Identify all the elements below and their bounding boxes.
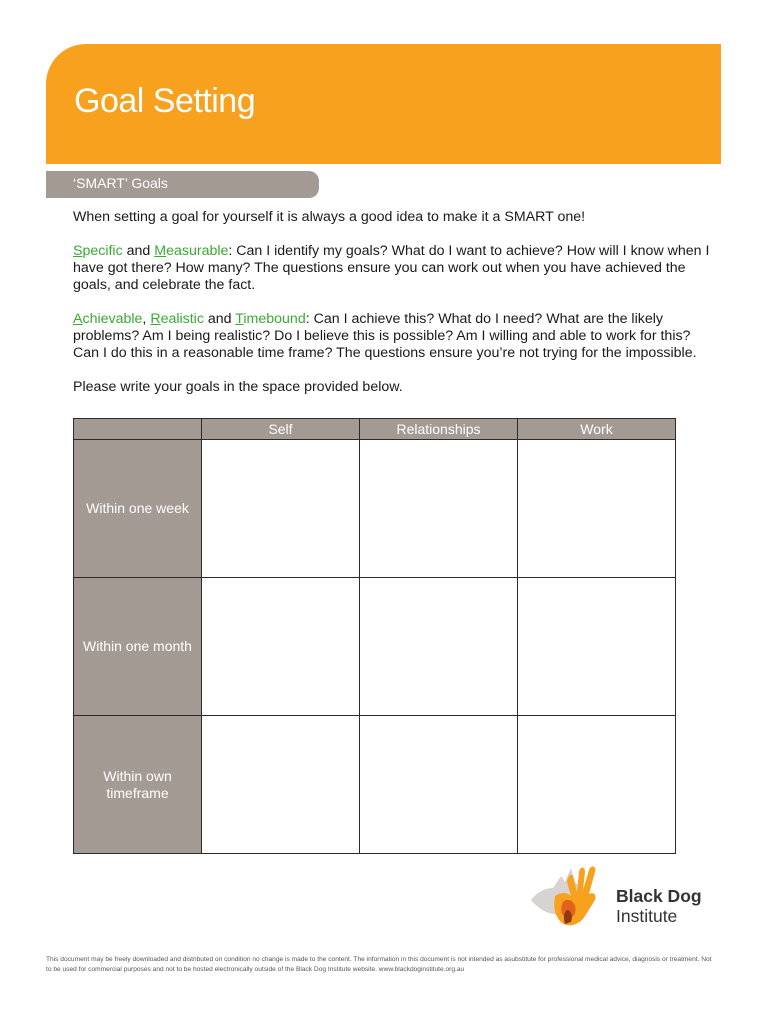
table-row: [74, 440, 676, 578]
keyword-specific: Specific: [73, 243, 123, 259]
column-header-work: Work: [518, 419, 676, 440]
goal-cell-own-work[interactable]: [518, 716, 676, 854]
goal-cell-own-self[interactable]: [202, 716, 360, 854]
goals-table: [73, 418, 676, 854]
section-bar: [46, 171, 319, 198]
goal-cell-month-relationships[interactable]: [360, 578, 518, 716]
keyword-measurable: Measurable: [154, 243, 229, 259]
goal-cell-own-relationships[interactable]: [360, 716, 518, 854]
table-row: [74, 716, 676, 854]
goal-cell-week-relationships[interactable]: [360, 440, 518, 578]
row-header-week: Within one week: [74, 440, 202, 578]
intro-paragraph: When setting a goal for yourself it is always a good idea to make it a SMART one!: [73, 209, 586, 225]
dog-hand-icon: [527, 852, 617, 942]
keyword-timebound: Timebound: [235, 311, 306, 327]
goal-cell-month-work[interactable]: [518, 578, 676, 716]
table-header-row: [74, 419, 676, 440]
logo-line-2: Institute: [616, 906, 678, 926]
column-header-self: Self: [202, 419, 360, 440]
header-banner: [46, 44, 721, 164]
goal-cell-month-self[interactable]: [202, 578, 360, 716]
body-text: [73, 209, 713, 413]
row-header-month: Within one month: [74, 578, 202, 716]
keyword-achievable: Achievable: [73, 311, 143, 327]
goal-cell-week-self[interactable]: [202, 440, 360, 578]
table-corner-cell: [74, 419, 202, 440]
table-row: [74, 578, 676, 716]
logo-line-1: Black Dog: [616, 886, 702, 906]
goal-cell-week-work[interactable]: [518, 440, 676, 578]
logo-text: [616, 886, 702, 926]
instruction-paragraph: Please write your goals in the space provided below.: [73, 379, 403, 395]
specific-measurable-paragraph: Specific and Measurable: Can I identify my goals? What do I want to achieve? How will I know when I have got there? How many? The questions ensure you can work out when you have achieved the goals, and celebrate the fact.: [73, 243, 710, 293]
keyword-realistic: Realistic: [150, 311, 204, 327]
page-title: Goal Setting: [74, 82, 256, 120]
row-header-own-timeframe: Within own timeframe: [74, 716, 202, 854]
column-header-relationships: Relationships: [360, 419, 518, 440]
section-label: ‘SMART’ Goals: [73, 175, 168, 191]
achievable-realistic-timebound-paragraph: Achievable, Realistic and Timebound: Can I achieve this? What do I need? What are the likely problems? Am I being realistic? Do I believe this is possible? Am I willing and able to work for this? Can I do this in a reasonable time frame? The questions ensure you’re not trying for the impossible.: [73, 311, 697, 361]
footer-disclaimer: This document may be freely downloaded and distributed on condition no change is made to the content. The information in this document is not intended as asubstitute for professional medical advice, diagnosis or treatment. Not to be used for commercial purposes and not to be hosted electronically outside of the Black Dog Institute website. www.blackdoginstitute.org.au: [46, 956, 712, 973]
black-dog-institute-logo: [527, 852, 717, 942]
